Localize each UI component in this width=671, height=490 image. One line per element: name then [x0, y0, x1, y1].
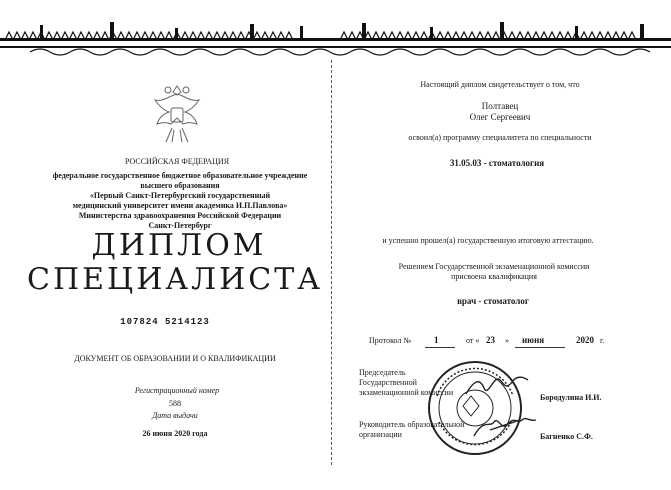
specialty: 31.05.03 - стоматология [449, 158, 545, 168]
protocol-label: Протокол № [369, 336, 412, 345]
protocol-day: 23 [486, 335, 495, 345]
institution-line-5: Министерства здравоохранения Российской Федерации [78, 211, 282, 220]
head-name: Багненко С.Ф. [540, 432, 593, 441]
issue-date: 26 июня 2020 года [142, 429, 208, 438]
diploma-title: ДИПЛОМ [91, 228, 267, 263]
protocol-number-underline [425, 347, 455, 348]
institution-line-3: «Первый Санкт-Петербургский государственный [89, 191, 271, 200]
protocol-month-underline [515, 347, 565, 348]
certifies-text: Настоящий диплом свидетельствует о том, что [420, 80, 580, 89]
decorative-top-border [0, 0, 671, 62]
protocol-year-suffix: г. [600, 336, 605, 345]
registration-label: Регистрационный номер [134, 386, 220, 395]
attestation-passed-text: и успешно прошел(а) государственную итоговую аттестацию. [382, 236, 594, 245]
institution-line-4: медицинский университет имени академика И.П.Павлова» [72, 201, 288, 210]
protocol-month: июня [522, 335, 545, 345]
protocol-number: 1 [434, 335, 439, 345]
diploma-serial-number: 107824 5214123 [120, 317, 210, 327]
qualification: врач - стоматолог [457, 296, 529, 306]
document-type-label: ДОКУМЕНТ ОБ ОБРАЗОВАНИИ И О КВАЛИФИКАЦИИ [74, 354, 276, 363]
protocol-from: от « [466, 336, 480, 345]
head-label-line-2: организации [359, 430, 402, 439]
head-label-line-1: Руководитель образовательной [359, 420, 465, 429]
chair-signature [462, 372, 532, 402]
commission-decision-line-1: Решением Государственной экзаменационной комиссии [398, 262, 590, 271]
graduate-surname: Полтавец [481, 101, 519, 111]
protocol-close-quote: » [505, 336, 509, 345]
head-signature [470, 412, 540, 444]
coat-of-arms-emblem [146, 80, 208, 152]
chair-label-line-2: Государственной [359, 378, 417, 387]
chair-name: Бородулина И.И. [540, 393, 602, 402]
program-mastered-text: освоил(а) программу специалитета по специальности [408, 133, 592, 142]
protocol-year: 2020 [576, 335, 594, 345]
institution-line-1: федеральное государственное бюджетное образовательное учреждение [52, 171, 308, 180]
institution-line-6: Санкт-Петербург [148, 221, 212, 230]
chair-label-line-1: Председатель [359, 368, 406, 377]
registration-number: 588 [169, 399, 181, 408]
chair-label-line-3: экзаменационной комиссии [359, 388, 454, 397]
specialist-title: СПЕЦИАЛИСТА [27, 262, 323, 297]
page-fold-divider [331, 60, 332, 465]
country-label: РОССИЙСКАЯ ФЕДЕРАЦИЯ [124, 157, 230, 166]
commission-decision-line-2: присвоена квалификация [451, 272, 537, 281]
graduate-name: Олег Сергеевич [469, 112, 531, 122]
issue-date-label: Дата выдачи [152, 411, 198, 420]
institution-line-2: высшего образования [140, 181, 220, 190]
